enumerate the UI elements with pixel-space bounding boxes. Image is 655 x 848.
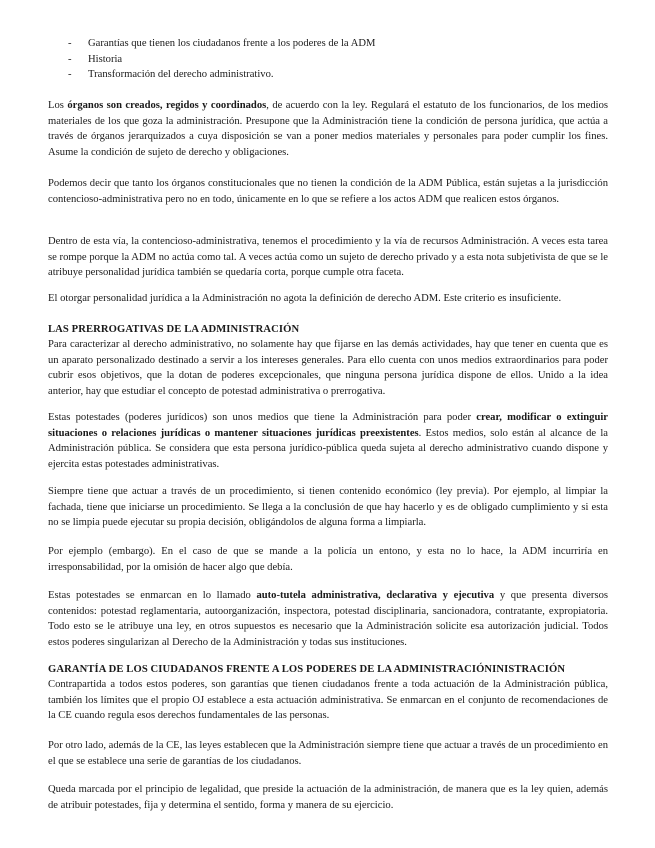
list-dash: -	[68, 38, 72, 49]
list-item: - Garantías que tienen los ciudadanos frente a los poderes de la ADM	[48, 36, 608, 52]
paragraph-organos-constitucionales: Podemos decir que tanto los órganos constitucionales que no tienen la condición de la ADM Pública, están sujetas a la jurisdicción contencioso-administrativa pero no en todo, únicamente en lo que se refiere a los actos ADM que realicen estos órganos.	[48, 178, 608, 205]
topic-list	[48, 36, 608, 83]
list-item: - Historia	[48, 52, 608, 68]
list-dash: -	[68, 69, 72, 81]
list-item: - Transformación del derecho administrativo.	[48, 67, 608, 83]
paragraph-via-contencioso: Dentro de esta vía, la contencioso-administrativa, tenemos el procedimiento y la vía de recursos Administración. A veces esta tarea se rompe porque la ADM no actúa como tal. A veces actúa como un sujeto de derecho privado y a esta nota subjetivista de que se le atribuye personalidad jurídica también se quedaría corta, porque cumple otra faceta.	[48, 236, 608, 279]
paragraph-legalidad: Queda marcada por el principio de legalidad, que preside la actuación de la administración, de manera que es la ley quien, además de atribuir potestades, fija y determina el sentido, forma y manera de su ejercicio.	[48, 784, 608, 811]
paragraph-contrapartida: Contrapartida a todos estos poderes, son garantías que tienen ciudadanos frente a toda actuación de la Administración pública, también los límites que el propio OJ establece a esta actuación administrativa. Se enmarcan en el conjunto de recomendaciones de la CE cuando regula esos derechos fundamentales de las personas.	[48, 679, 608, 722]
section-heading-prerrogativas: LAS PRERROGATIVAS DE LA ADMINISTRACIÓN	[48, 324, 300, 335]
paragraph-autotutela: Estas potestades se enmarcan en lo llamado auto-tutela administrativa, declarativa y ejecutiva y que presenta diversos contenidos: potestad reglamentaria, autoorganización, inspectora, potestad disciplinaria, sancionadora, contratante, expropiatoria. Todo esto se le atribuye una ley, en otros supuestos es necesario que la Administración solicite esa autorización judicial. Todos estos poderes singularizan al Derecho de la Administración y todas sus instituciones.	[48, 590, 608, 648]
paragraph-organos: Los órganos son creados, regidos y coordinados, de acuerdo con la ley. Regulará el estatuto de los funcionarios, de los medios materiales de los que goza la administración. Presupone que la Administración tiene la condición de persona jurídica, que actúa a través de órganos jerarquizados a cuya disposición se van a poner medios materiales y personales para poder cumplir los fines. Asume la condición de sujeto de derecho y obligaciones.	[48, 100, 608, 158]
paragraph-otro-lado: Por otro lado, además de la CE, las leyes establecen que la Administración siempre tiene que actuar a través de un procedimiento en el que se establece una serie de garantías de los ciudadanos.	[48, 740, 608, 767]
paragraph-ejemplo-embargo: Por ejemplo (embargo). En el caso de que se mande a la policía un entono, y esta no lo hace, la ADM incurriría en irresponsabilidad, por la omisión de hacer algo que debía.	[48, 546, 608, 573]
paragraph-personalidad-juridica: El otorgar personalidad jurídica a la Administración no agota la definición de derecho ADM. Este criterio es insuficiente.	[48, 293, 562, 304]
paragraph-potestades: Estas potestades (poderes jurídicos) son unos medios que tiene la Administración para poder crear, modificar o extinguir situaciones o relaciones jurídicas o mantener situaciones jurídicas preexistentes. Estos medios, solo están al alcance de la Administración pública. Se considera que esta persona jurídico-pública queda sujeta al derecho administrativo cuando dispone y ejercita estas potestades administrativas.	[48, 412, 609, 470]
paragraph-caracterizar: Para caracterizar al derecho administrativo, no solamente hay que fijarse en las demás actividades, hay que tener en cuenta que es un aparato personalizado destinado a servir a los intereses generales. Para ello cuenta con unos medios extraordinarios para poder cubrir esos objetivos, que la dotan de poderes excepcionales, que ninguna persona jurídica dispone de ellos. Unido a la idea anterior, hay que estudiar el concepto de potestad administrativa o prerrogativa.	[48, 339, 608, 397]
list-dash: -	[68, 53, 72, 65]
section-heading-garantia: GARANTÍA DE LOS CIUDADANOS FRENTE A LOS PODERES DE LA ADMINISTRACIÓNINISTRACIÓN	[48, 664, 566, 675]
paragraph-procedimiento: Siempre tiene que actuar a través de un procedimiento, si tienen contenido económico (ley previa). Por ejemplo, al limpiar la fachada, tiene que iniciarse un procedimiento. Se llega a la conclusión de que hay hacerlo y es de obligado cumplimiento y si esta no se limpia puede ejecutar su propia decisión, obligándolos de alguna forma a limpiarla.	[48, 486, 608, 529]
